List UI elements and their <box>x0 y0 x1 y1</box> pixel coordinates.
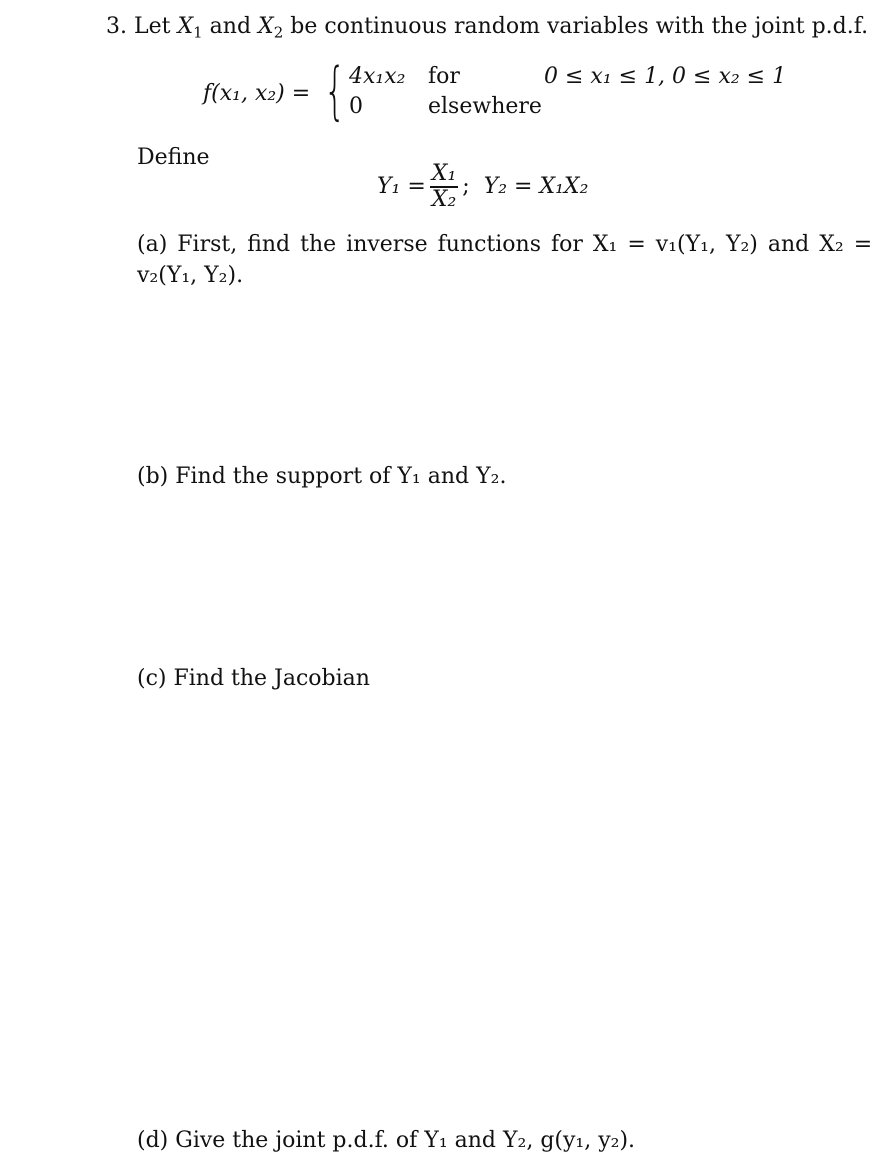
define-label: Define <box>137 145 210 170</box>
pdf-case1-condition: 0 ≤ x₁ ≤ 1, 0 ≤ x₂ ≤ 1 <box>544 64 787 89</box>
y1-numerator: X₁ <box>431 161 457 186</box>
left-brace: { <box>324 54 346 127</box>
var-x1: $X_1$ <box>177 14 203 42</box>
y1-denominator: X₂ <box>431 186 457 212</box>
part-b: (b) Find the support of Y₁ and Y₂. <box>137 464 507 489</box>
separator: ; <box>462 173 470 199</box>
var-x2: $X_2$ <box>258 14 284 42</box>
intro-and: and <box>209 14 252 39</box>
pdf-case1-expr: 4x₁x₂ <box>349 64 406 89</box>
pdf-case2-expr: 0 <box>349 94 363 119</box>
part-c: (c) Find the Jacobian <box>137 666 370 691</box>
pdf-lhs: f(x₁, x₂) = <box>203 81 311 106</box>
y1-lhs: Y₁ = <box>377 173 426 199</box>
y1-fraction <box>430 162 458 212</box>
pdf-case2-word: elsewhere <box>428 94 542 119</box>
part-a-line2: v₂(Y₁, Y₂). <box>137 263 244 288</box>
problem-statement <box>106 13 868 41</box>
problem-number: 3. <box>106 14 127 39</box>
intro-let: Let <box>134 14 171 39</box>
y2-definition: Y₂ = X₁X₂ <box>483 173 589 199</box>
pdf-case1-word: for <box>428 64 460 89</box>
part-d: (d) Give the joint p.d.f. of Y₁ and Y₂, g(y₁, y₂). <box>137 1128 636 1153</box>
define-equations <box>377 162 588 212</box>
part-a-line1: (a) First, find the inverse functions for X₁ = v₁(Y₁, Y₂) and X₂ = <box>137 232 873 257</box>
intro-rest: be continuous random variables with the joint p.d.f. <box>290 14 869 39</box>
